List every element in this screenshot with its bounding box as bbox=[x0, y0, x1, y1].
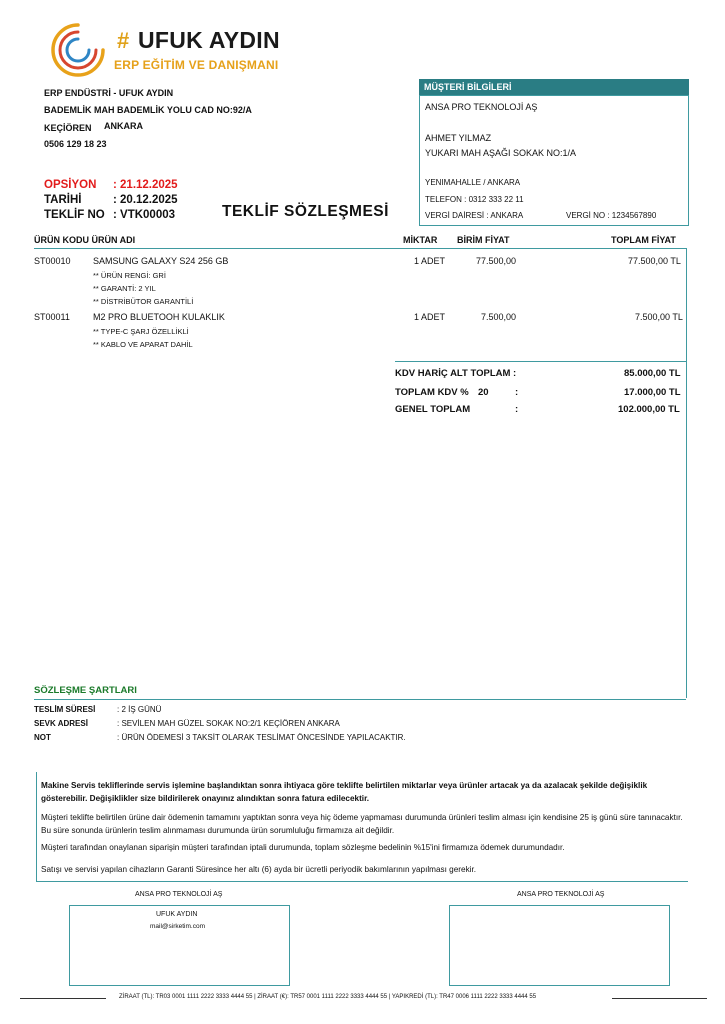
left-signatory-email: mail@sirketim.com bbox=[150, 923, 205, 930]
grand-total-value: 102.000,00 TL bbox=[618, 404, 680, 415]
row1-qty: 1 ADET bbox=[414, 256, 446, 266]
kdv-value: 17.000,00 TL bbox=[624, 387, 681, 398]
right-signature-label: ANSA PRO TEKNOLOJİ AŞ bbox=[517, 891, 605, 898]
col-unit-price: BİRİM FİYAT bbox=[457, 235, 510, 245]
totals-divider bbox=[395, 361, 687, 362]
right-border-line bbox=[686, 248, 687, 698]
row2-unit-price: 7.500,00 bbox=[481, 312, 517, 322]
customer-district: YENIMAHALLE / ANKARA bbox=[425, 178, 521, 187]
tarih-label: TARİHİ bbox=[44, 194, 82, 206]
delivery-label: TESLİM SÜRESİ bbox=[34, 705, 96, 714]
row1-name: SAMSUNG GALAXY S24 256 GB bbox=[93, 256, 229, 266]
terms-title: SÖZLEŞME ŞARTLARI bbox=[34, 685, 137, 696]
teklif-no-value: : VTK00003 bbox=[113, 209, 176, 221]
left-signatory-name: UFUK AYDIN bbox=[156, 911, 198, 918]
terms-paragraph-3: Müşteri tarafından onaylanan siparişin müşteri tarafından iptali durumunda, toplam sözleşme bedelinin %15'ini firmamıza ödemek durumundadır. bbox=[41, 843, 565, 852]
customer-company: ANSA PRO TEKNOLOJİ AŞ bbox=[425, 102, 538, 112]
row1-total: 77.500,00 TL bbox=[628, 256, 681, 266]
company-address: BADEMLİK MAH BADEMLİK YOLU CAD NO:92/A bbox=[44, 105, 252, 115]
brand-hash: # bbox=[117, 28, 130, 53]
customer-tax-office: VERGİ DAİRESİ : ANKARA bbox=[425, 211, 524, 220]
col-qty: MİKTAR bbox=[403, 235, 438, 245]
footer-line-left bbox=[20, 998, 106, 999]
tarih-value: : 20.12.2025 bbox=[113, 194, 178, 206]
row1-note: ** ÜRÜN RENGİ: GRİ bbox=[93, 271, 166, 280]
opsiyon-label: OPSİYON bbox=[44, 179, 97, 191]
terms-divider bbox=[34, 699, 686, 700]
shipping-value: : SEVİLEN MAH GÜZEL SOKAK NO:2/1 KEÇİÖREN ANKARA bbox=[117, 719, 340, 728]
row2-name: M2 PRO BLUETOOH KULAKLIK bbox=[93, 312, 225, 322]
brand-name: UFUK AYDIN bbox=[138, 27, 280, 53]
table-header-divider bbox=[34, 248, 686, 249]
row1-unit-price: 77.500,00 bbox=[476, 256, 517, 266]
left-signature-label: ANSA PRO TEKNOLOJİ AŞ bbox=[135, 891, 223, 898]
col-code-name: ÜRÜN KODU ÜRÜN ADI bbox=[34, 235, 136, 245]
grand-total-label: GENEL TOPLAM bbox=[395, 404, 471, 415]
footer-line-right bbox=[612, 998, 707, 999]
kdv-colon: : bbox=[515, 387, 519, 398]
customer-address: YUKARI MAH AŞAĞI SOKAK NO:1/A bbox=[425, 148, 577, 158]
company-district: KEÇİÖREN bbox=[44, 123, 92, 133]
company-city: ANKARA bbox=[104, 121, 143, 131]
kdv-rate: 20 bbox=[478, 387, 489, 398]
grand-total-colon: : bbox=[515, 404, 519, 415]
customer-phone: TELEFON : 0312 333 22 11 bbox=[425, 195, 524, 204]
subtotal-value: 85.000,00 TL bbox=[624, 368, 681, 379]
row2-note: ** TYPE-C ŞARJ ÖZELLİKLİ bbox=[93, 327, 189, 336]
terms-paragraph-4: Satışı ve servisi yapılan cihazların Garanti Süresince her altı (6) ayda bir ücretli periyodik bakımlarının yapılması gerekir. bbox=[41, 865, 477, 874]
right-signature-box bbox=[449, 905, 670, 986]
customer-tax-no: VERGİ NO : 1234567890 bbox=[566, 211, 657, 220]
opsiyon-value: : 21.12.2025 bbox=[113, 179, 178, 191]
brand-subtitle: ERP EĞİTİM VE DANIŞMANI bbox=[114, 58, 279, 72]
shipping-label: SEVK ADRESİ bbox=[34, 719, 88, 728]
row1-note: ** GARANTİ: 2 YIL bbox=[93, 284, 156, 293]
customer-contact: AHMET YILMAZ bbox=[425, 133, 492, 143]
document-title: TEKLİF SÖZLEŞMESİ bbox=[222, 203, 389, 220]
row2-note: ** KABLO VE APARAT DAHİL bbox=[93, 340, 193, 349]
note-label: NOT bbox=[34, 733, 51, 742]
delivery-value: : 2 İŞ GÜNÜ bbox=[117, 705, 162, 714]
terms-paragraph-2: Müşteri teklifte belirtilen ürüne dair ödemenin tamamını yaptıktan sonra veya hiç ödeme yapmaması durumunda ürünleri teslim alması için kendisine 25 iş günü süre tanınacaktır. Bu süre sonunda ürünlerin teslim alınmaması durumunda ürün sorumluluğu firmamıza ait değildir. bbox=[41, 813, 683, 835]
signature-top-divider bbox=[36, 881, 688, 882]
subtotal-label: KDV HARİÇ ALT TOPLAM : bbox=[395, 368, 517, 379]
customer-box bbox=[419, 95, 689, 226]
row2-qty: 1 ADET bbox=[414, 312, 446, 322]
brand-logo-icon bbox=[49, 21, 107, 79]
note-value: : ÜRÜN ÖDEMESİ 3 TAKSİT OLARAK TESLİMAT ÖNCESİNDE YAPILACAKTIR. bbox=[117, 733, 406, 742]
company-name: ERP ENDÜSTRİ - UFUK AYDIN bbox=[44, 88, 174, 98]
footer-bank-info: ZİRAAT (TL): TR03 0001 1111 2222 3333 4444 55 | ZİRAAT (€): TR57 0001 1111 2222 3333 4444 55 | YAPIKREDİ (TL): TR47 0006 1111 2222 3333 4444 55 bbox=[119, 994, 537, 1000]
terms-paragraph-1: Makine Servis tekliflerinde servis işlemine başlandıktan sonra ihtiyaca göre teklifte belirtilen miktarlar veya ürünler artacak ya da azalacak şekilde değişiklik gösterebilir. Değişiklikler size bildirilerek onayınız alındıktan sonra fatura edilecektir. bbox=[41, 781, 648, 803]
kdv-label: TOPLAM KDV % bbox=[395, 387, 469, 398]
row1-note: ** DİSTRİBÜTOR GARANTİLİ bbox=[93, 297, 194, 306]
row2-total: 7.500,00 TL bbox=[635, 312, 683, 322]
company-phone: 0506 129 18 23 bbox=[44, 139, 107, 149]
teklif-no-label: TEKLİF NO bbox=[44, 209, 105, 221]
row1-code: ST00010 bbox=[34, 256, 71, 266]
col-total-price: TOPLAM FİYAT bbox=[611, 235, 676, 245]
paragraph-left-line bbox=[36, 772, 37, 882]
customer-header: MÜŞTERİ BİLGİLERİ bbox=[419, 79, 689, 95]
row2-code: ST00011 bbox=[34, 312, 70, 322]
